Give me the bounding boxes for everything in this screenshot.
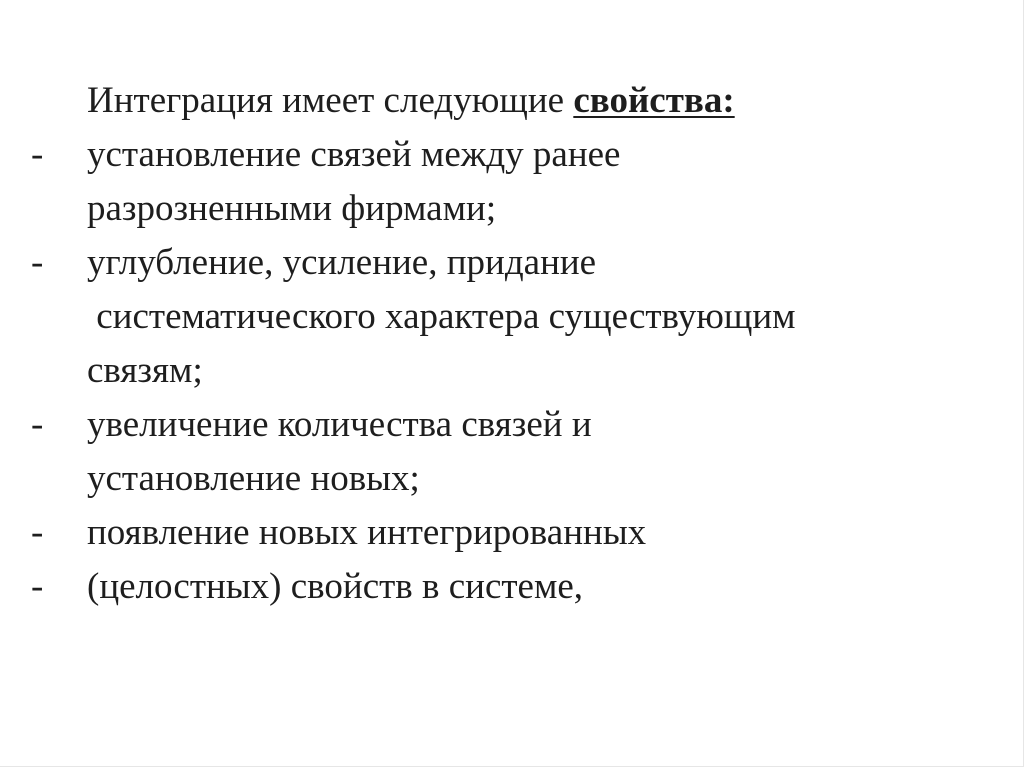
intro-emphasis: свойства: bbox=[573, 80, 735, 121]
list-item-text: (целостных) свойств в системе, bbox=[87, 566, 584, 607]
list-item-text: установление связей между ранее bbox=[87, 134, 621, 175]
bullet-dash: - bbox=[31, 566, 44, 607]
list-item-text: появление новых интегрированных bbox=[87, 512, 647, 553]
bullet-dash: - bbox=[31, 512, 44, 553]
list-item bbox=[0, 398, 1000, 452]
list-item-continuation bbox=[0, 182, 1000, 236]
intro-text-wrapper bbox=[87, 74, 735, 128]
intro-line bbox=[0, 74, 1000, 128]
bullet-dash: - bbox=[31, 134, 44, 175]
list-item bbox=[0, 560, 1000, 614]
list-item-text: связям; bbox=[87, 350, 203, 391]
list-item-text: установление новых; bbox=[87, 458, 420, 499]
list-item-text: углубление, усиление, придание bbox=[87, 242, 597, 283]
list-item bbox=[0, 128, 1000, 182]
list-item bbox=[0, 236, 1000, 290]
intro-text: Интеграция имеет следующие bbox=[87, 80, 574, 121]
slide-content bbox=[0, 74, 1000, 614]
list-item-continuation bbox=[0, 290, 1000, 344]
list-item-text: увеличение количества связей и bbox=[87, 404, 592, 445]
list-item-continuation bbox=[0, 344, 1000, 398]
list-item-text: систематического характера существующим bbox=[87, 296, 796, 337]
list-item-continuation bbox=[0, 452, 1000, 506]
list-item-text: разрозненными фирмами; bbox=[87, 188, 497, 229]
bullet-dash: - bbox=[31, 404, 44, 445]
list-item bbox=[0, 506, 1000, 560]
bullet-dash: - bbox=[31, 242, 44, 283]
